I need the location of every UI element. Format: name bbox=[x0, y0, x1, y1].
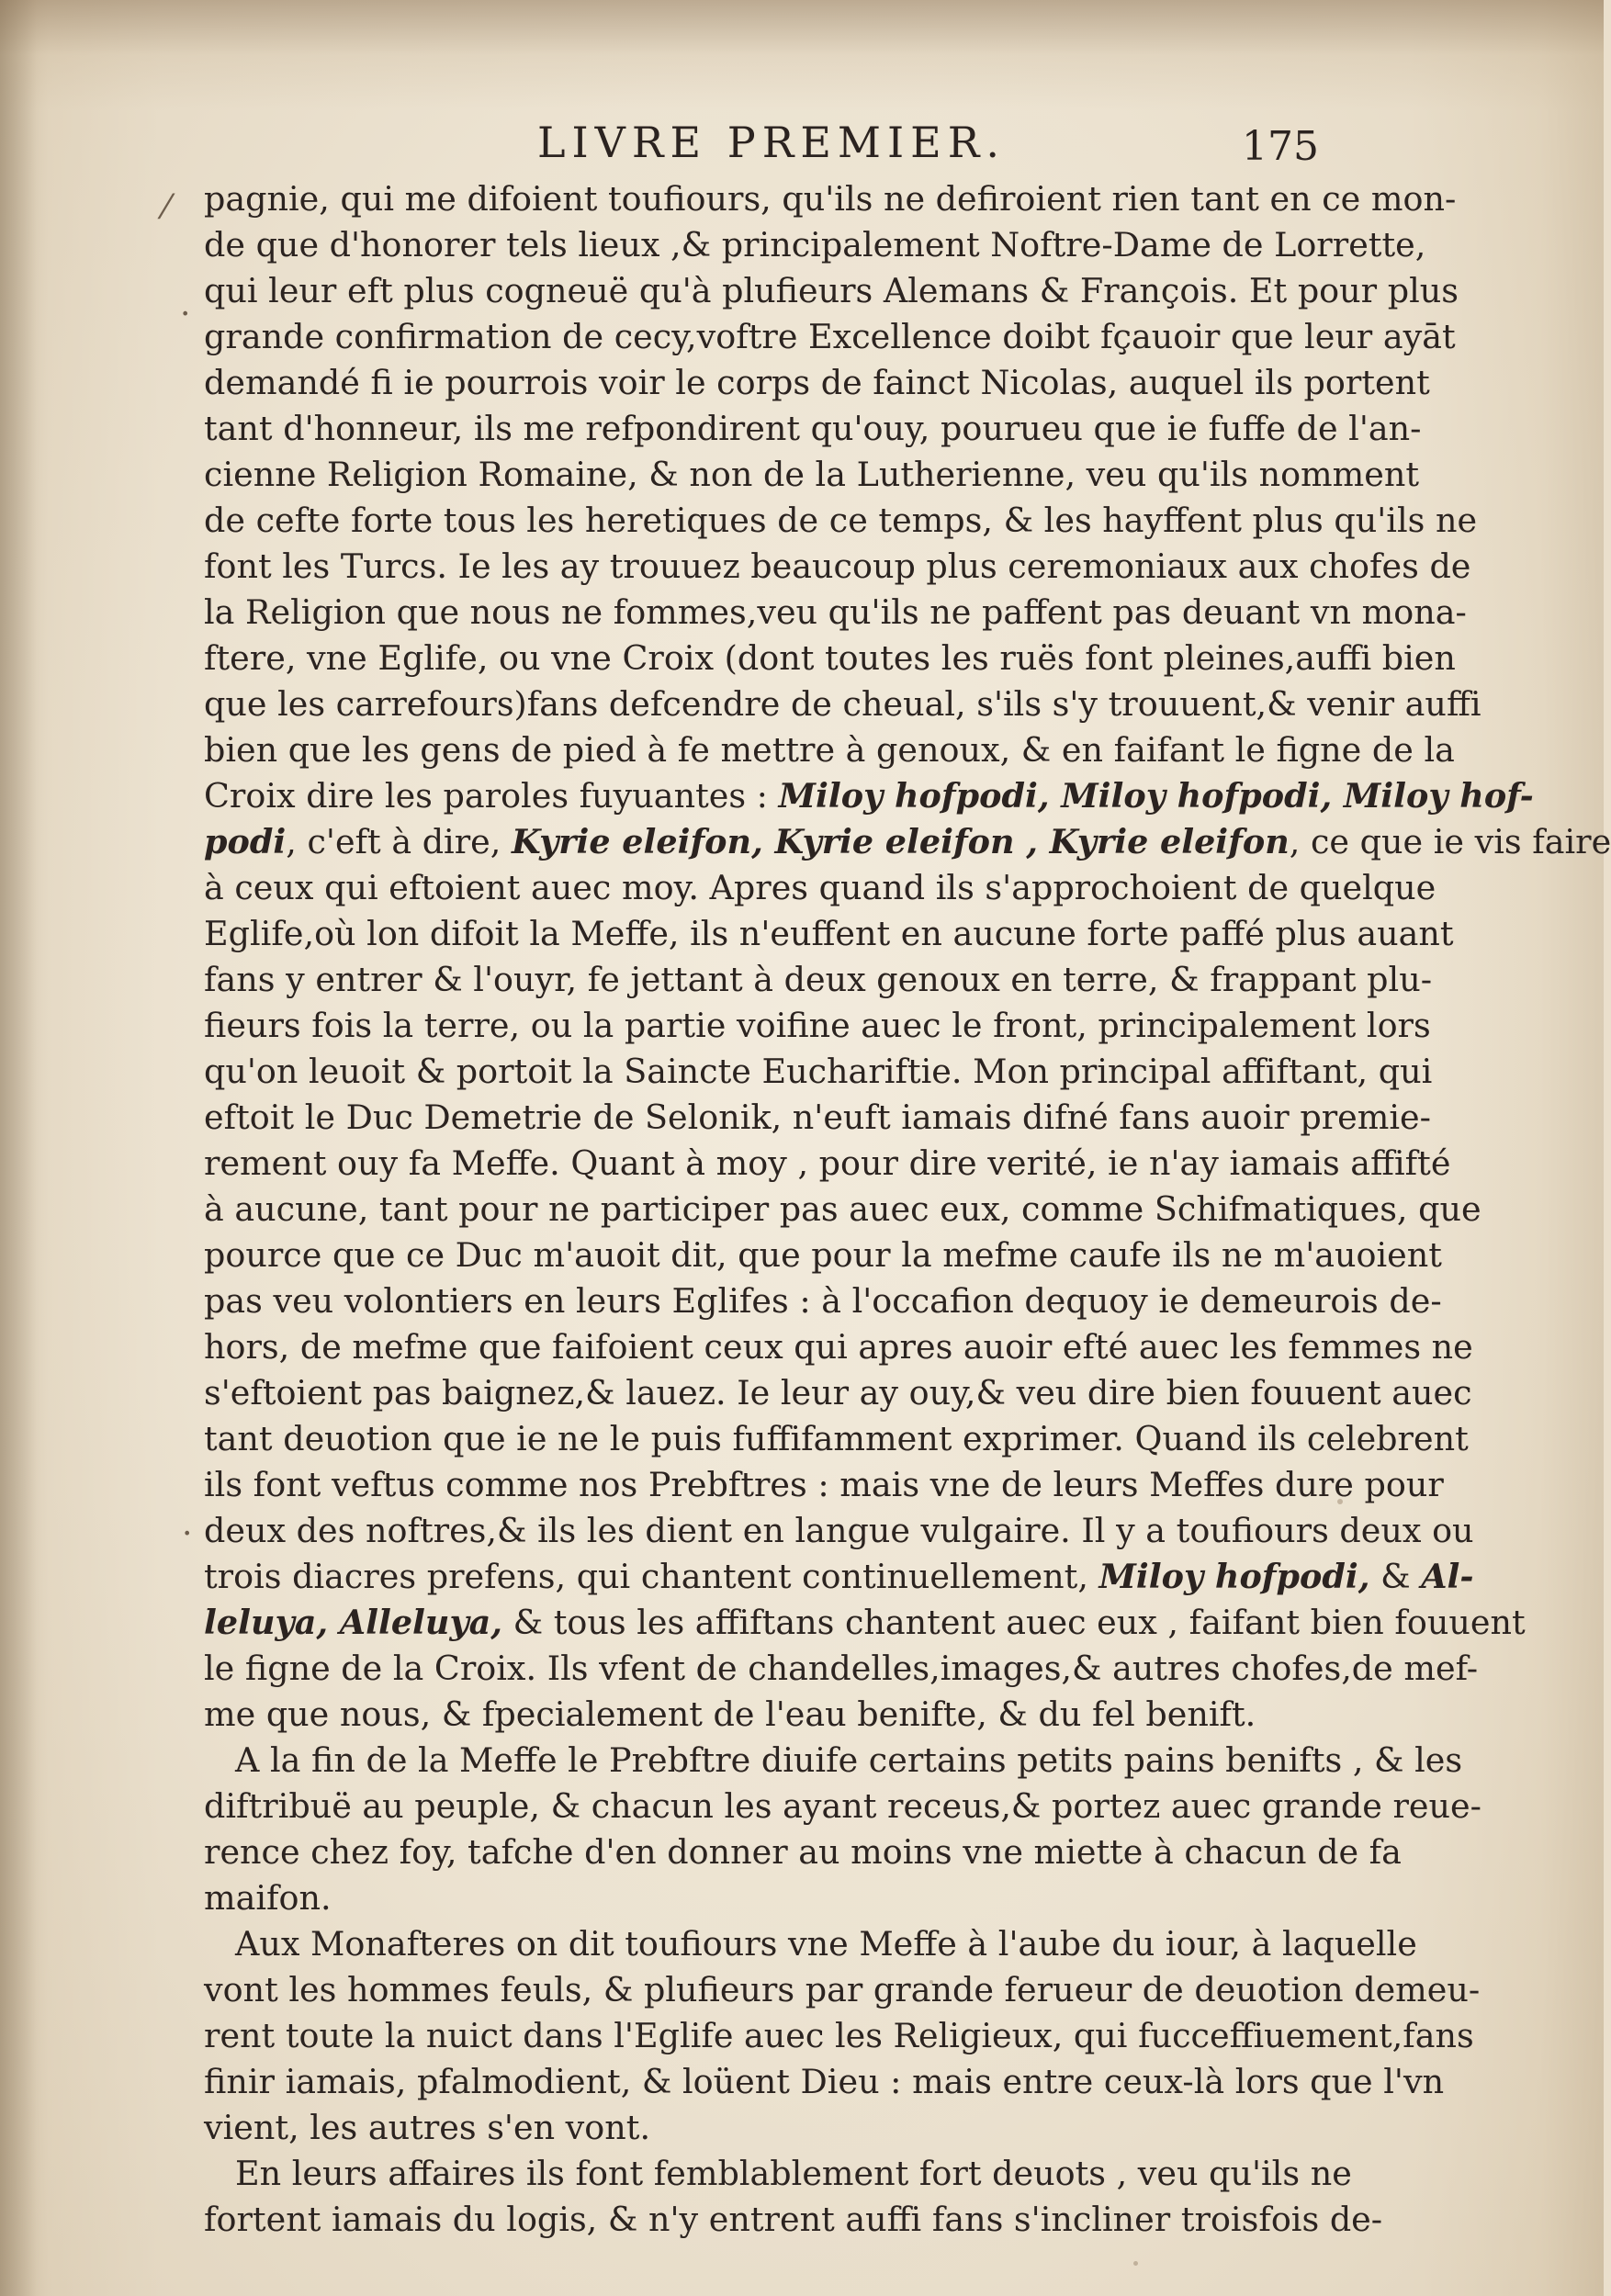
text-line bbox=[204, 1095, 1431, 1141]
text-line bbox=[204, 1232, 1442, 1278]
text-line bbox=[204, 636, 1456, 681]
text-run: , c'eft à dire, bbox=[286, 822, 512, 861]
text-run: de que d'honorer tels lieux ,& principalement Noftre-Dame de Lorrette, bbox=[204, 225, 1426, 264]
text-line bbox=[204, 2197, 1383, 2243]
text-run: fortent iamais du logis, & n'y entrent auffi fans s'incliner troisfois de- bbox=[204, 2200, 1383, 2239]
text-line bbox=[204, 681, 1481, 727]
text-line bbox=[204, 406, 1422, 452]
text-line bbox=[204, 176, 1457, 222]
text-run: ftere, vne Eglife, ou vne Croix (dont toutes les ruës font pleines,auffi bien bbox=[204, 638, 1456, 678]
text-run: , ce que ie vis faire bbox=[1289, 822, 1611, 861]
text-run: ils font veftus comme nos Prebftres : mais vne de leurs Meffes dure pour bbox=[204, 1465, 1444, 1504]
text-line bbox=[204, 1141, 1451, 1187]
text-run: eftoit le Duc Demetrie de Selonik, n'euft iamais difné fans auoir premie- bbox=[204, 1097, 1431, 1137]
paper-speck bbox=[1337, 1499, 1343, 1504]
text-run: qu'on leuoit & portoit la Saincte Euchariftie. Mon principal affiftant, qui bbox=[204, 1052, 1433, 1091]
text-line bbox=[204, 314, 1456, 360]
text-run: tant d'honneur, ils me refpondirent qu'ouy, pourueu que ie fuffe de l'an- bbox=[204, 409, 1422, 448]
text-run: En leurs affaires ils font femblablement fort deuots , veu qu'ils ne bbox=[235, 2154, 1352, 2193]
text-run: deux des noftres,& ils les dient en langue vulgaire. Il y a toufiours deux ou bbox=[204, 1511, 1474, 1550]
text-run: fieurs fois la terre, ou la partie voifine auec le front, principalement lors bbox=[204, 1006, 1431, 1045]
italic-phrase: Al- bbox=[1421, 1557, 1474, 1596]
text-run: Aux Monafteres on dit toufiours vne Meffe à l'aube du iour, à laquelle bbox=[235, 1924, 1417, 1964]
text-run: demandé fi ie pourrois voir le corps de fainct Nicolas, auquel ils portent bbox=[204, 363, 1430, 402]
text-run: la Religion que nous ne fommes,veu qu'ils ne paffent pas deuant vn mona- bbox=[204, 592, 1467, 632]
text-run: bien que les gens de pied à fe mettre à genoux, & en faifant le figne de la bbox=[204, 730, 1455, 770]
margin-mark: · bbox=[180, 296, 191, 333]
text-run: le figne de la Croix. Ils vfent de chandelles,images,& autres chofes,de mef- bbox=[204, 1649, 1479, 1688]
italic-phrase: Miloy hofpodi, Miloy hofpodi, Miloy hof- bbox=[778, 776, 1534, 816]
text-run: maifon. bbox=[204, 1878, 332, 1918]
text-run: grande confirmation de cecy,voftre Excellence doibt fçauoir que leur ayāt bbox=[204, 317, 1456, 356]
text-run: pas veu volontiers en leurs Eglifes : à l'occafion dequoy ie demeurois de- bbox=[204, 1281, 1442, 1321]
text-line bbox=[204, 1278, 1442, 1324]
text-line bbox=[204, 1967, 1481, 2013]
text-run: diftribuë au peuple, & chacun les ayant receus,& portez auec grande reue- bbox=[204, 1786, 1481, 1826]
text-line bbox=[204, 1049, 1433, 1095]
text-run: à ceux qui eftoient auec moy. Apres quand ils s'approchoient de quelque bbox=[204, 868, 1436, 907]
text-run: Croix dire les paroles fuyuantes : bbox=[204, 776, 779, 816]
margin-mark: · bbox=[182, 1515, 193, 1553]
italic-phrase: leluya, Alleluya, bbox=[204, 1603, 503, 1642]
text-line bbox=[204, 1554, 1474, 1600]
text-run: fans y entrer & l'ouyr, fe jettant à deux genoux en terre, & frappant plu- bbox=[204, 960, 1433, 999]
text-run: & bbox=[1369, 1557, 1422, 1596]
text-line bbox=[204, 2013, 1474, 2059]
text-run: rence chez foy, tafche d'en donner au moins vne miette à chacun de fa bbox=[204, 1832, 1402, 1872]
text-run: rent toute la nuict dans l'Eglife auec les Religieux, qui fucceffiuement,fans bbox=[204, 2016, 1474, 2055]
text-run: pagnie, qui me difoient toufiours, qu'ils ne defiroient rien tant en ce mon- bbox=[204, 179, 1457, 219]
text-run: pource que ce Duc m'auoit dit, que pour la mefme caufe ils ne m'auoient bbox=[204, 1235, 1442, 1275]
text-line bbox=[204, 1416, 1469, 1462]
text-run: hors, de mefme que faifoient ceux qui apres auoir efté auec les femmes ne bbox=[204, 1327, 1473, 1367]
italic-phrase: podi bbox=[204, 822, 287, 861]
text-line bbox=[204, 544, 1471, 590]
text-line bbox=[204, 865, 1436, 911]
text-line bbox=[204, 1738, 1463, 1784]
text-line bbox=[204, 2059, 1445, 2105]
text-run: cienne Religion Romaine, & non de la Lutherienne, veu qu'ils nomment bbox=[204, 455, 1420, 494]
text-run: me que nous, & fpecialement de l'eau benifte, & du fel benift. bbox=[204, 1694, 1256, 1734]
text-run: à aucune, tant pour ne participer pas auec eux, comme Schifmatiques, que bbox=[204, 1189, 1481, 1229]
page-number: 175 bbox=[1242, 123, 1319, 170]
text-line bbox=[204, 773, 1534, 819]
text-line bbox=[204, 590, 1467, 636]
text-line bbox=[204, 1784, 1481, 1829]
text-line bbox=[204, 1921, 1417, 1967]
text-run: vont les hommes feuls, & plufieurs par grande ferueur de deuotion demeu- bbox=[204, 1970, 1481, 2009]
text-line bbox=[204, 452, 1420, 498]
text-line bbox=[204, 222, 1426, 268]
text-run: finir iamais, pfalmodient, & loüent Dieu : mais entre ceux-là lors que l'vn bbox=[204, 2062, 1445, 2101]
text-line bbox=[204, 819, 1611, 865]
text-line bbox=[204, 1462, 1444, 1508]
text-run: trois diacres prefens, qui chantent continuellement, bbox=[204, 1557, 1099, 1596]
binding-shadow bbox=[0, 0, 37, 2296]
text-line bbox=[204, 1600, 1526, 1646]
paper-speck bbox=[1133, 2261, 1138, 2266]
text-run: tant deuotion que ie ne le puis fuffifamment exprimer. Quand ils celebrent bbox=[204, 1419, 1469, 1458]
running-title: LIVRE PREMIER. bbox=[536, 118, 1007, 167]
text-line bbox=[204, 2105, 1343, 2151]
text-run: qui leur eft plus cogneuë qu'à plufieurs Alemans & François. Et pour plus bbox=[204, 271, 1459, 310]
text-run: font les Turcs. Ie les ay trouuez beaucoup plus ceremoniaux aux chofes de bbox=[204, 546, 1471, 586]
text-line bbox=[204, 1003, 1431, 1049]
text-line bbox=[204, 360, 1430, 406]
text-line bbox=[204, 1646, 1479, 1692]
text-run: & tous les affiftans chantent auec eux , faifant bien fouuent bbox=[502, 1603, 1526, 1642]
text-line bbox=[204, 957, 1433, 1003]
text-line bbox=[204, 1370, 1472, 1416]
text-run: vient, les autres s'en vont. bbox=[204, 2108, 651, 2147]
text-line bbox=[204, 1692, 1343, 1738]
text-line bbox=[204, 1508, 1474, 1554]
text-line bbox=[204, 2151, 1352, 2197]
top-shadow bbox=[0, 0, 1604, 110]
text-line bbox=[204, 498, 1478, 544]
text-line bbox=[204, 1187, 1481, 1232]
text-run: s'eftoient pas baignez,& lauez. Ie leur ay ouy,& veu dire bien fouuent auec bbox=[204, 1373, 1472, 1412]
text-run: rement ouy fa Meffe. Quant à moy , pour dire verité, ie n'ay iamais affifté bbox=[204, 1143, 1451, 1183]
text-run: A la fin de la Meffe le Prebftre diuife certains petits pains benifts , & les bbox=[235, 1740, 1463, 1780]
text-run: que les carrefours)fans defcendre de cheual, s'ils s'y trouuent,& venir auffi bbox=[204, 684, 1481, 724]
margin-mark: ⁄ bbox=[163, 189, 170, 227]
text-line bbox=[204, 268, 1459, 314]
text-line bbox=[204, 1875, 1343, 1921]
body-text bbox=[204, 176, 1611, 2243]
text-line bbox=[204, 911, 1454, 957]
text-line bbox=[204, 1324, 1473, 1370]
text-run: de cefte forte tous les heretiques de ce temps, & les hayffent plus qu'ils ne bbox=[204, 501, 1478, 540]
text-line bbox=[204, 727, 1455, 773]
italic-phrase: Miloy hofpodi, bbox=[1098, 1557, 1370, 1596]
text-run: Eglife,où lon difoit la Meffe, ils n'euffent en aucune forte paffé plus auant bbox=[204, 914, 1454, 953]
text-line bbox=[204, 1829, 1402, 1875]
italic-phrase: Kyrie eleifon, Kyrie eleifon , Kyrie eleifon bbox=[511, 822, 1290, 861]
paper-speck bbox=[929, 1980, 933, 1984]
